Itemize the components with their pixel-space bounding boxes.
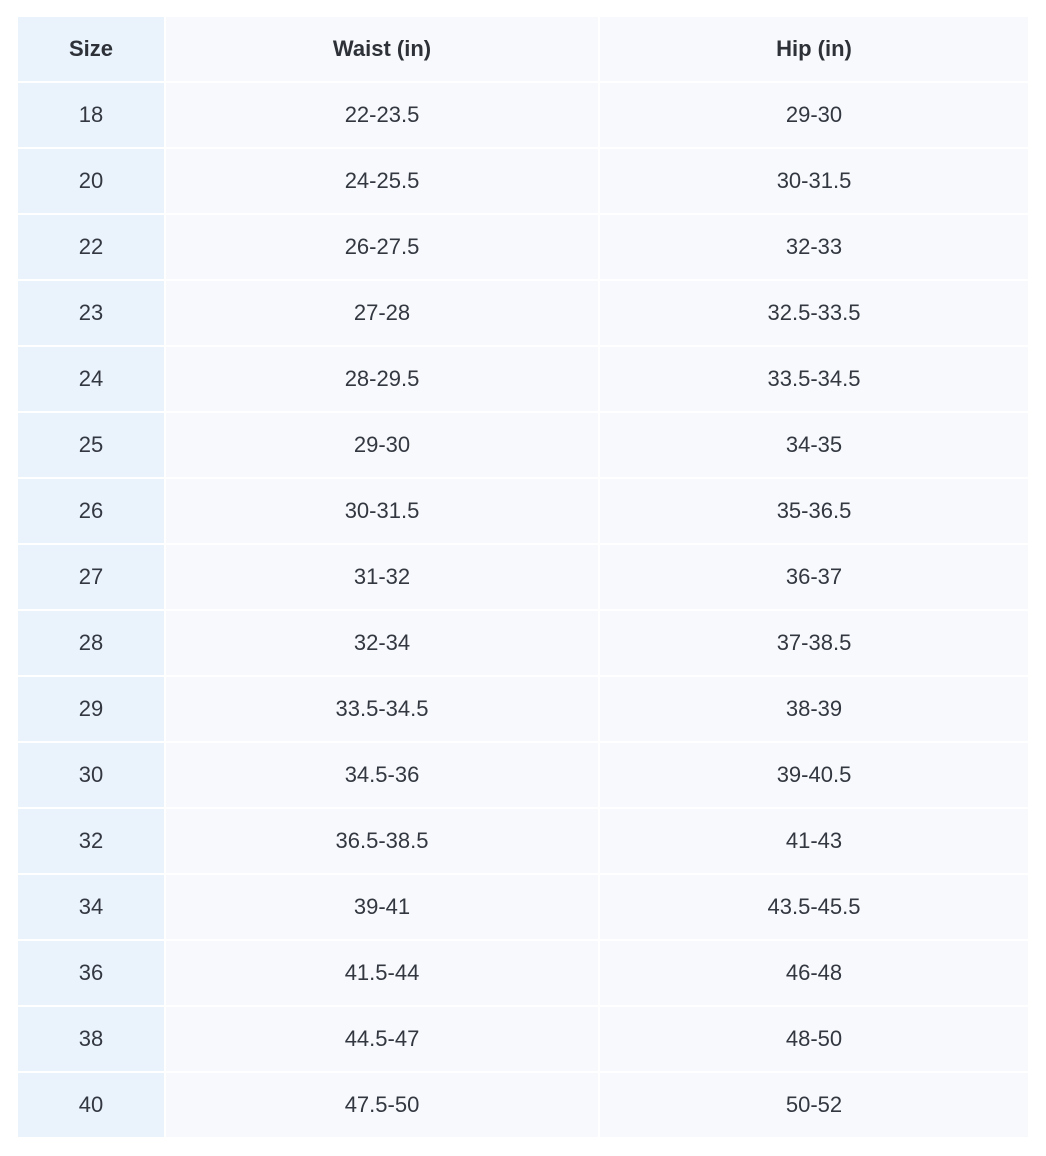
header-hip: Hip (in) <box>600 17 1028 83</box>
waist-cell: 31-32 <box>166 545 600 611</box>
hip-cell: 38-39 <box>600 677 1028 743</box>
hip-cell: 30-31.5 <box>600 149 1028 215</box>
waist-cell: 47.5-50 <box>166 1073 600 1137</box>
header-size: Size <box>18 17 166 83</box>
size-cell: 26 <box>18 479 166 545</box>
size-cell: 24 <box>18 347 166 413</box>
table-row <box>18 677 1028 743</box>
size-cell: 38 <box>18 1007 166 1073</box>
size-cell: 32 <box>18 809 166 875</box>
hip-cell: 46-48 <box>600 941 1028 1007</box>
size-cell: 36 <box>18 941 166 1007</box>
waist-cell: 34.5-36 <box>166 743 600 809</box>
size-cell: 27 <box>18 545 166 611</box>
size-cell: 29 <box>18 677 166 743</box>
waist-cell: 44.5-47 <box>166 1007 600 1073</box>
table-row <box>18 1007 1028 1073</box>
hip-cell: 48-50 <box>600 1007 1028 1073</box>
table-row <box>18 281 1028 347</box>
table-row <box>18 545 1028 611</box>
hip-cell: 43.5-45.5 <box>600 875 1028 941</box>
hip-cell: 39-40.5 <box>600 743 1028 809</box>
hip-cell: 33.5-34.5 <box>600 347 1028 413</box>
hip-cell: 32.5-33.5 <box>600 281 1028 347</box>
waist-cell: 39-41 <box>166 875 600 941</box>
size-cell: 25 <box>18 413 166 479</box>
size-cell: 18 <box>18 83 166 149</box>
hip-cell: 41-43 <box>600 809 1028 875</box>
hip-cell: 35-36.5 <box>600 479 1028 545</box>
table-row <box>18 941 1028 1007</box>
table-row <box>18 611 1028 677</box>
size-cell: 22 <box>18 215 166 281</box>
table-row <box>18 413 1028 479</box>
table-row <box>18 215 1028 281</box>
waist-cell: 30-31.5 <box>166 479 600 545</box>
waist-cell: 32-34 <box>166 611 600 677</box>
size-cell: 34 <box>18 875 166 941</box>
size-cell: 20 <box>18 149 166 215</box>
hip-cell: 50-52 <box>600 1073 1028 1137</box>
table-row <box>18 347 1028 413</box>
table-row <box>18 743 1028 809</box>
header-row <box>18 17 1028 83</box>
waist-cell: 26-27.5 <box>166 215 600 281</box>
table-row <box>18 809 1028 875</box>
waist-cell: 24-25.5 <box>166 149 600 215</box>
hip-cell: 37-38.5 <box>600 611 1028 677</box>
waist-cell: 29-30 <box>166 413 600 479</box>
size-cell: 30 <box>18 743 166 809</box>
table-header <box>18 17 1028 83</box>
table-row <box>18 479 1028 545</box>
table-row <box>18 1073 1028 1137</box>
waist-cell: 27-28 <box>166 281 600 347</box>
waist-cell: 22-23.5 <box>166 83 600 149</box>
waist-cell: 36.5-38.5 <box>166 809 600 875</box>
hip-cell: 29-30 <box>600 83 1028 149</box>
hip-cell: 36-37 <box>600 545 1028 611</box>
header-waist: Waist (in) <box>166 17 600 83</box>
size-cell: 28 <box>18 611 166 677</box>
hip-cell: 34-35 <box>600 413 1028 479</box>
waist-cell: 41.5-44 <box>166 941 600 1007</box>
table-row <box>18 83 1028 149</box>
size-cell: 23 <box>18 281 166 347</box>
table-row <box>18 875 1028 941</box>
waist-cell: 33.5-34.5 <box>166 677 600 743</box>
hip-cell: 32-33 <box>600 215 1028 281</box>
size-cell: 40 <box>18 1073 166 1137</box>
size-chart-table <box>18 17 1028 1137</box>
table-row <box>18 149 1028 215</box>
waist-cell: 28-29.5 <box>166 347 600 413</box>
table-body <box>18 83 1028 1137</box>
